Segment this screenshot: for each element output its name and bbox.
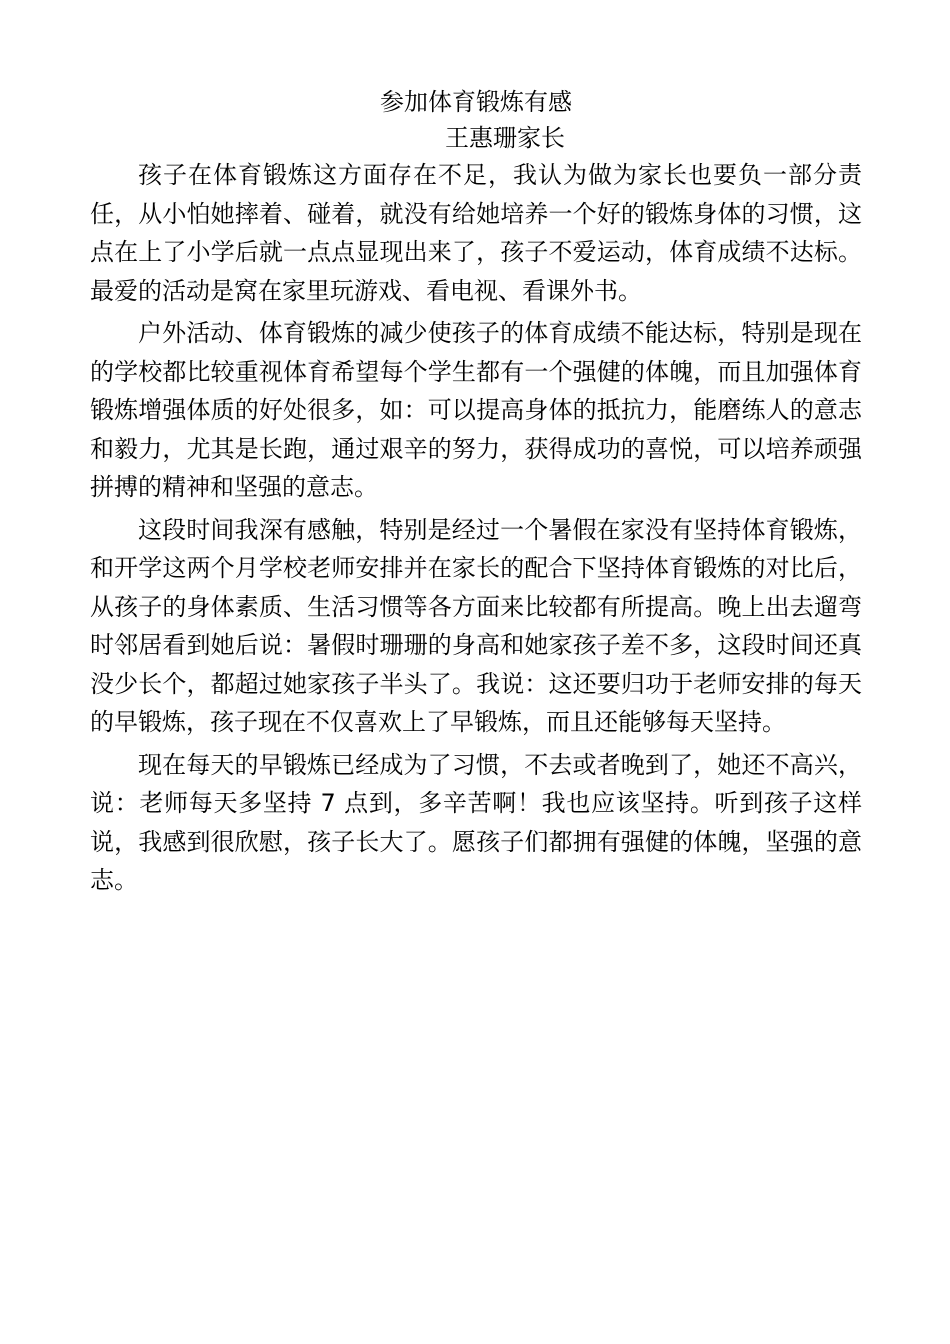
paragraph-1: 孩子在体育锻炼这方面存在不足，我认为做为家长也要负一部分责任，从小怕她摔着、碰着，就没有给她培养一个好的锻炼身体的习惯，这点在上了小学后就一点点显现出来了，孩子不爱运动，体育成绩不达标。最爱的活动是窝在家里玩游戏、看电视、看课外书。 [90, 161, 862, 305]
paragraph-2: 户外活动、体育锻炼的减少使孩子的体育成绩不能达标，特别是现在的学校都比较重视体育希望每个学生都有一个强健的体魄，而且加强体育锻炼增强体质的好处很多，如：可以提高身体的抵抗力，能磨练人的意志和毅力，尤其是长跑，通过艰辛的努力，获得成功的喜悦，可以培养顽强拼搏的精神和坚强的意志。 [90, 319, 862, 501]
document-body [90, 84, 862, 900]
paragraph-3: 这段时间我深有感触，特别是经过一个暑假在家没有坚持体育锻炼，和开学这两个月学校老师安排并在家长的配合下坚持体育锻炼的对比后，从孩子的身体素质、生活习惯等各方面来比较都有所提高。晚上出去遛弯时邻居看到她后说：暑假时珊珊的身高和她家孩子差不多，这段时间还真没少长个，都超过她家孩子半头了。我说：这还要归功于老师安排的每天的早锻炼，孩子现在不仅喜欢上了早锻炼，而且还能够每天坚持。 [90, 515, 862, 736]
document-title: 参加体育锻炼有感 [380, 88, 572, 116]
document-author: 王惠珊家长 [445, 124, 565, 152]
paragraph-4: 现在每天的早锻炼已经成为了习惯，不去或者晚到了，她还不高兴，说：老师每天多坚持 7 点到，多辛苦啊！我也应该坚持。听到孩子这样说，我感到很欣慰，孩子长大了。愿孩子们都拥有强健的体魄，坚强的意志。 [90, 750, 862, 894]
